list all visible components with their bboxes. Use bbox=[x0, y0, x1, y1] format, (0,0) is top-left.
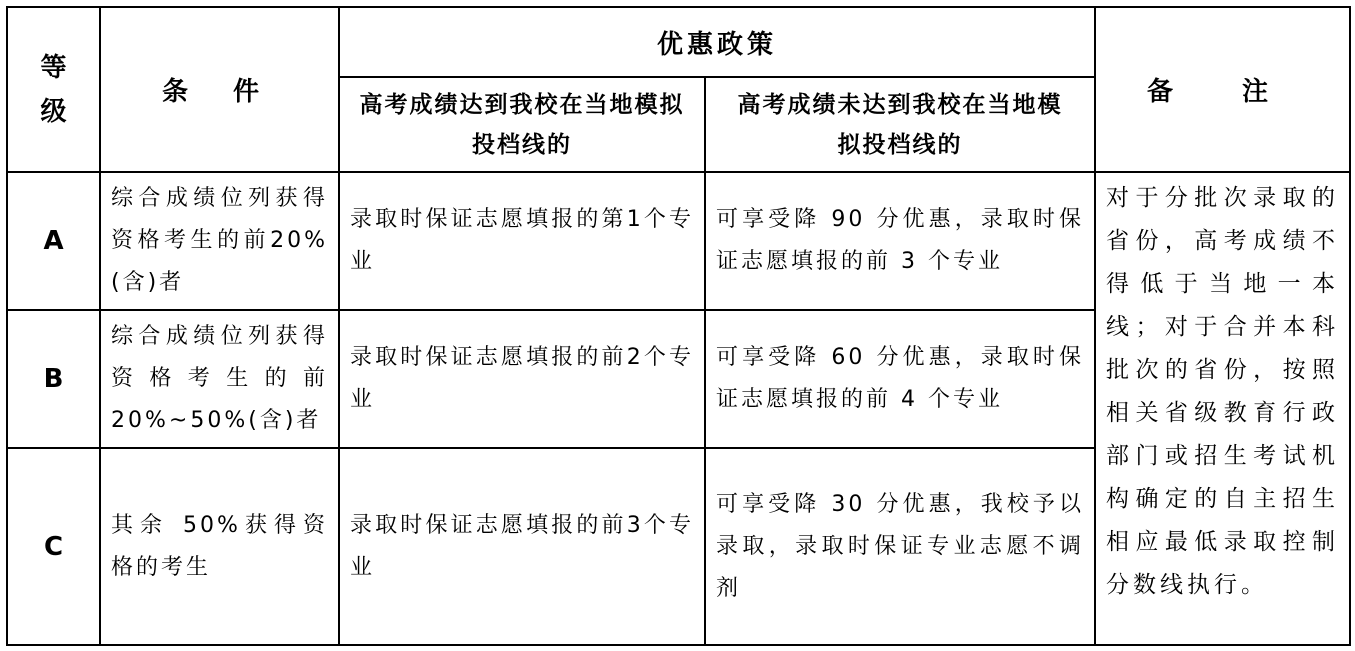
grade-cell: B bbox=[7, 310, 100, 448]
condition-cell: 综合成绩位列获得资格考生的前20%(含)者 bbox=[100, 172, 339, 310]
not-reached-policy-cell: 可享受降 30 分优惠，我校予以录取，录取时保证专业志愿不调剂 bbox=[705, 448, 1095, 645]
condition-cell: 其余 50%获得资格的考生 bbox=[100, 448, 339, 645]
header-policy-not-reached: 高考成绩未达到我校在当地模拟投档线的 bbox=[705, 77, 1095, 172]
grade-cell: C bbox=[7, 448, 100, 645]
header-condition: 条 件 bbox=[100, 7, 339, 172]
reached-policy-cell: 录取时保证志愿填报的前2个专业 bbox=[339, 310, 705, 448]
reached-policy-cell: 录取时保证志愿填报的第1个专业 bbox=[339, 172, 705, 310]
header-policy: 优惠政策 bbox=[339, 7, 1095, 77]
note-cell: 对于分批次录取的省份，高考成绩不得低于当地一本线；对于合并本科批次的省份，按照相关省级教育行政部门或招生考试机构确定的自主招生相应最低录取控制分数线执行。 bbox=[1095, 172, 1350, 645]
table-row bbox=[7, 172, 1350, 310]
not-reached-policy-cell: 可享受降 90 分优惠，录取时保证志愿填报的前 3 个专业 bbox=[705, 172, 1095, 310]
header-grade: 等级 bbox=[7, 7, 100, 172]
header-policy-reached: 高考成绩达到我校在当地模拟投档线的 bbox=[339, 77, 705, 172]
admission-policy-table bbox=[6, 6, 1351, 646]
grade-cell: A bbox=[7, 172, 100, 310]
reached-policy-cell: 录取时保证志愿填报的前3个专业 bbox=[339, 448, 705, 645]
header-note: 备 注 bbox=[1095, 7, 1350, 172]
not-reached-policy-cell: 可享受降 60 分优惠，录取时保证志愿填报的前 4 个专业 bbox=[705, 310, 1095, 448]
condition-cell: 综合成绩位列获得资格考生的前20%~50%(含)者 bbox=[100, 310, 339, 448]
